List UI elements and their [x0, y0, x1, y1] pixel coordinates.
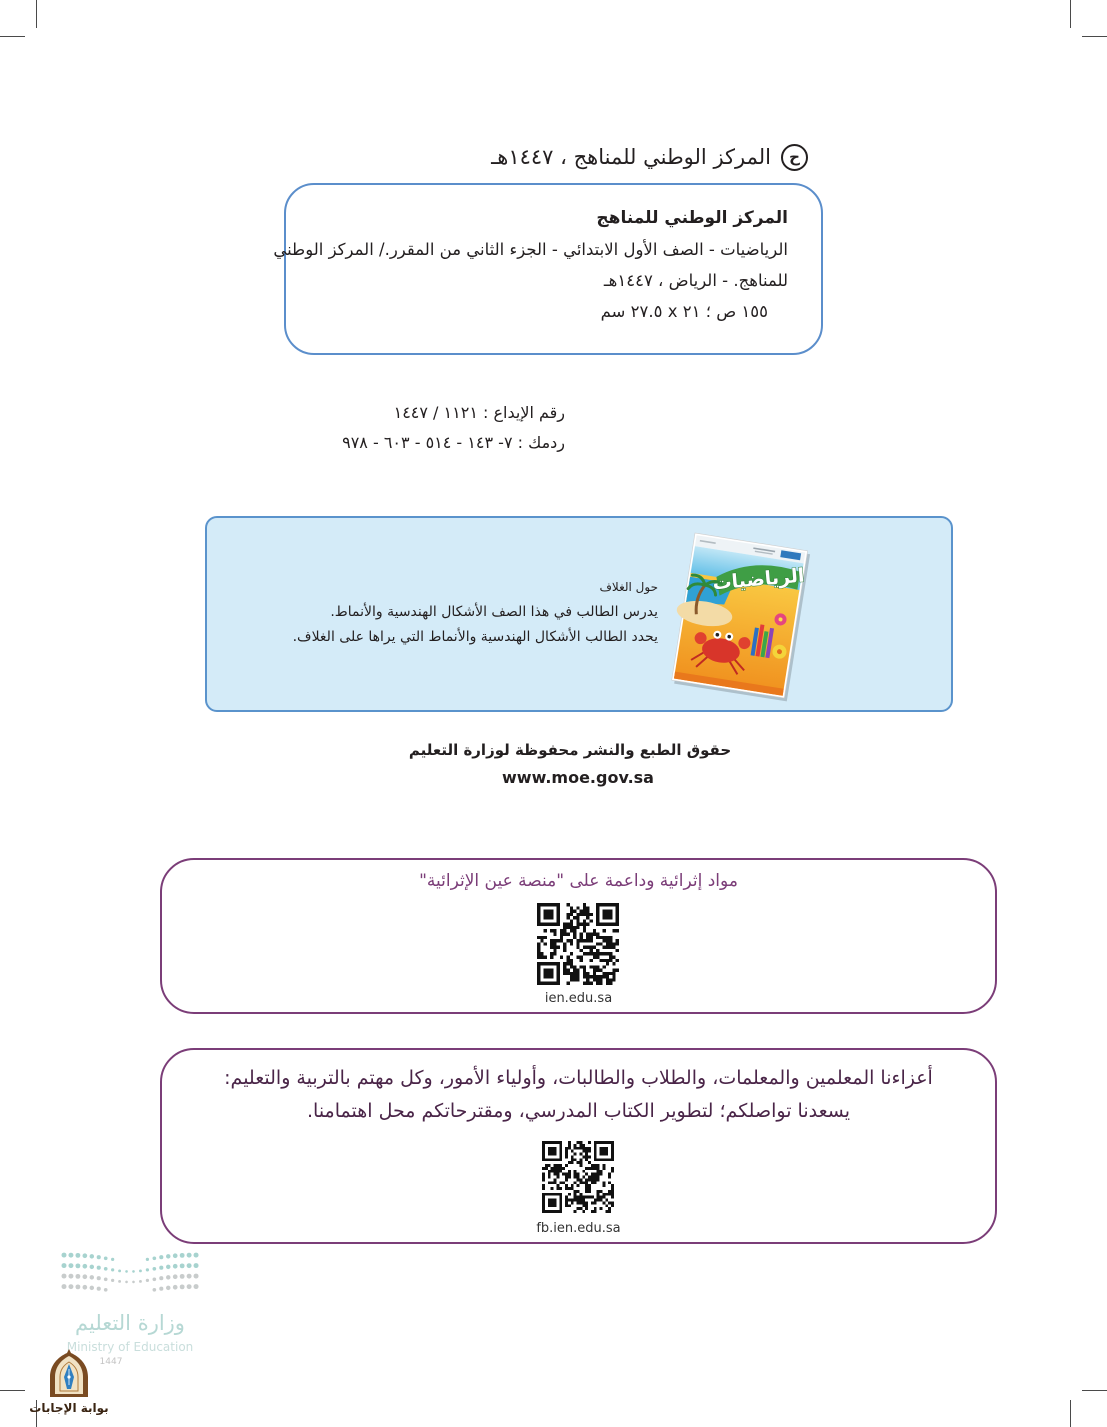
logo-dot [62, 1263, 67, 1268]
qr-code-ien [537, 903, 619, 985]
logo-dot [153, 1288, 157, 1292]
feedback-url: fb.ien.edu.sa [536, 1221, 621, 1236]
logo-dot [139, 1280, 142, 1283]
logo-dot [146, 1258, 149, 1261]
logo-dot [97, 1266, 101, 1270]
logo-dot [194, 1253, 199, 1258]
watermark-dome-pen-icon [44, 1347, 94, 1399]
logo-dot [111, 1268, 114, 1271]
logo-dot [159, 1266, 163, 1270]
crop-mark-bottom-right-horizontal [1082, 1390, 1107, 1391]
logo-dot [187, 1263, 192, 1268]
ministry-logo-year: 1447 [99, 1357, 123, 1367]
logo-dot [75, 1274, 80, 1279]
logo-dot [62, 1274, 67, 1279]
logo-dot [125, 1281, 128, 1284]
logo-dot [132, 1281, 135, 1284]
logo-dot [90, 1254, 94, 1258]
logo-dot [104, 1256, 108, 1260]
copyright-text: المركز الوطني للمناهج ، ١٤٤٧هـ [491, 145, 771, 169]
logo-dot [180, 1284, 185, 1289]
logo-dot [187, 1253, 192, 1258]
logo-dot [111, 1279, 114, 1282]
logo-dot [125, 1270, 128, 1273]
qr-modules [537, 903, 619, 985]
rights-notice: حقوق الطبع والنشر محفوظة لوزارة التعليم [408, 741, 732, 759]
about-cover-line-2: يحدد الطالب الأشكال الهندسية والأنماط التي يراها على الغلاف. [292, 629, 658, 645]
logo-dot [146, 1268, 149, 1271]
feedback-line-2: يسعدنا تواصلكم؛ لتطوير الكتاب المدرسي، ومقترحاتكم محل اهتمامنا. [307, 1100, 850, 1122]
logo-dot [187, 1284, 192, 1289]
logo-dot [194, 1274, 199, 1279]
book-cover-image [660, 525, 820, 705]
logo-dot [180, 1253, 185, 1258]
cataloging-copyright-line [491, 142, 808, 172]
about-cover-box [205, 516, 953, 712]
logo-dot [75, 1284, 80, 1289]
ministry-logo-arabic: وزارة التعليم [75, 1311, 185, 1335]
isbn: ردمك : ٧- ١٤٣ - ٥١٤ - ٦٠٣ - ٩٧٨ [342, 433, 565, 452]
enrichment-title: مواد إثرائية وداعمة على "منصة عين الإثرائية" [419, 871, 738, 891]
logo-dot [104, 1288, 108, 1292]
logo-dot [83, 1285, 88, 1290]
deposit-number: رقم الإيداع : ١١٢١ / ١٤٤٧ [393, 403, 565, 422]
logo-dot [90, 1286, 94, 1290]
qr-code-feedback [541, 1141, 615, 1213]
logo-dot [90, 1275, 94, 1279]
logo-dot [153, 1256, 157, 1260]
logo-dot [180, 1274, 185, 1279]
qr-modules [542, 1141, 614, 1213]
about-cover-line-1: يدرس الطالب في هذا الصف الأشكال الهندسية والأنماط. [330, 604, 658, 620]
catalog-line-pages: ١٥٥ ص ؛ ٢١ x ٢٧.٥ سم [600, 302, 768, 321]
logo-dot [83, 1274, 88, 1279]
logo-dot [180, 1263, 185, 1268]
logo-dot [194, 1263, 199, 1268]
logo-dot [187, 1274, 192, 1279]
logo-dot [139, 1269, 142, 1272]
logo-dot [166, 1286, 170, 1290]
logo-dot [146, 1279, 149, 1282]
logo-dot [166, 1275, 170, 1279]
logo-dot [173, 1264, 178, 1269]
logo-dot [173, 1253, 178, 1258]
logo-dot [153, 1277, 157, 1281]
logo-dot [75, 1253, 80, 1258]
logo-dot [173, 1274, 178, 1279]
logo-dot [159, 1276, 163, 1280]
logo-dot [68, 1263, 73, 1268]
logo-dot [97, 1255, 101, 1259]
logo-dot [159, 1287, 163, 1291]
ministry-website: www.moe.gov.sa [502, 768, 654, 787]
logo-dot [118, 1280, 121, 1283]
logo-dot [104, 1277, 108, 1281]
about-cover-text [293, 575, 658, 650]
logo-dot [68, 1274, 73, 1279]
crop-mark-top-right-horizontal [1082, 36, 1107, 37]
crop-mark-bottom-left-horizontal [0, 1390, 25, 1391]
ministry-logo-dots [60, 1250, 200, 1298]
deposit-info [342, 398, 565, 458]
crop-mark-top-left-vertical [36, 0, 37, 28]
logo-dot [153, 1267, 157, 1271]
logo-dot [159, 1255, 163, 1259]
enrichment-box [160, 858, 997, 1014]
watermark-text: بوابة الإجابات [29, 1401, 109, 1415]
logo-dot [83, 1264, 88, 1269]
logo-dot [68, 1253, 73, 1258]
catalog-line-title: الرياضيات - الصف الأول الابتدائي - الجزء الثاني من المقرر./ المركز الوطني [273, 240, 788, 259]
logo-dot [75, 1263, 80, 1268]
logo-dot [173, 1285, 178, 1290]
logo-dot [166, 1265, 170, 1269]
ministry-logo-english: Ministry of Education [66, 1340, 194, 1354]
feedback-box [160, 1048, 997, 1244]
catalog-record-box [273, 183, 823, 355]
logo-dot [104, 1267, 108, 1271]
catalog-heading: المركز الوطني للمناهج [596, 208, 788, 228]
feedback-text [162, 1062, 995, 1128]
logo-dot [166, 1254, 170, 1258]
logo-dot [194, 1284, 199, 1289]
catalog-line-publisher: للمناهج. - الرياض ، ١٤٤٧هـ [603, 271, 788, 290]
logo-dot [62, 1284, 67, 1289]
logo-dot [90, 1265, 94, 1269]
logo-dot [68, 1284, 73, 1289]
crop-mark-bottom-right-vertical [1070, 1400, 1071, 1427]
enrichment-url: ien.edu.sa [544, 991, 613, 1006]
feedback-line-1: أعزاءنا المعلمين والمعلمات، والطلاب والطالبات، وأولياء الأمور، وكل مهتم بالتربية والتعليم: [224, 1067, 933, 1089]
logo-dot [97, 1276, 101, 1280]
about-cover-heading: حول الغلاف [599, 580, 658, 594]
logo-dot [111, 1258, 114, 1261]
cover-title: الرياضيات [711, 564, 806, 595]
copyright-circle-symbol: ح [781, 144, 808, 171]
logo-dot [97, 1287, 101, 1291]
logo-dot [118, 1269, 121, 1272]
logo-dot [132, 1270, 135, 1273]
crop-mark-top-right-vertical [1070, 0, 1071, 28]
logo-dot [83, 1253, 88, 1258]
crop-mark-top-left-horizontal [0, 36, 25, 37]
logo-dot [62, 1253, 67, 1258]
